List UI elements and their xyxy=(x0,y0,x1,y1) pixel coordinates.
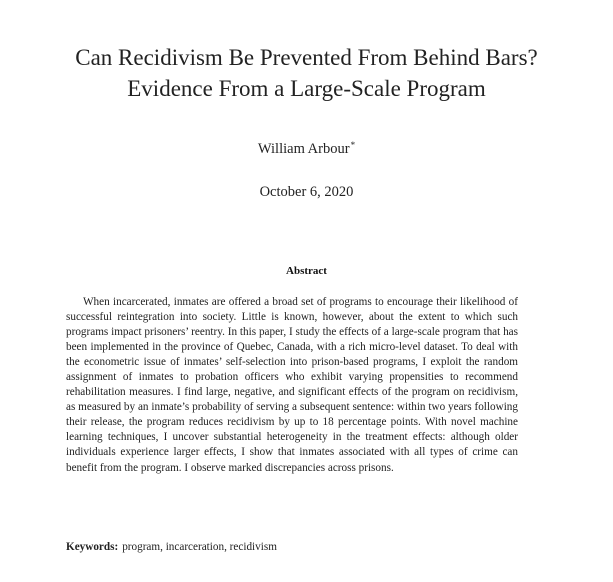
keywords-label: Keywords: xyxy=(66,541,119,553)
title-line-1: Can Recidivism Be Prevented From Behind Bars? xyxy=(75,45,538,70)
author-name: William Arbour xyxy=(257,141,350,157)
keywords-line xyxy=(66,541,518,553)
keywords-list: program, incarceration, recidivism xyxy=(122,541,277,553)
paper-title xyxy=(0,42,613,104)
author-line xyxy=(0,140,613,158)
author-footnote-mark: * xyxy=(350,140,356,150)
abstract-body: When incarcerated, inmates are offered a broad set of programs to encourage their likelihood of successful reintegration into society. Little is known, however, about the extent to which such programs impact prisoners’ reentry. In this paper, I study the effects of a large-scale program that has been implemented in the province of Quebec, Canada, with a rich micro-level dataset. To deal with the econometric issue of inmates’ self-selection into prison-based programs, I exploit the random assignment of inmates to probation officers who exhibit varying propensities to recommend rehabilitation measures. I find large, negative, and significant effects of the program on recidivism, as measured by an inmate’s probability of serving a subsequent sentence: within two years following their release, the program reduces recidivism by up to 18 percentage points. With novel machine learning techniques, I uncover substantial heterogeneity in the treatment effects: although older individuals experience larger effects, I show that inmates associated with all types of crime can benefit from the program. I observe marked discrepancies across prisons. xyxy=(66,296,518,474)
publication-date: October 6, 2020 xyxy=(259,184,354,200)
abstract-heading: Abstract xyxy=(286,265,327,277)
title-line-2: Evidence From a Large-Scale Program xyxy=(127,76,486,101)
